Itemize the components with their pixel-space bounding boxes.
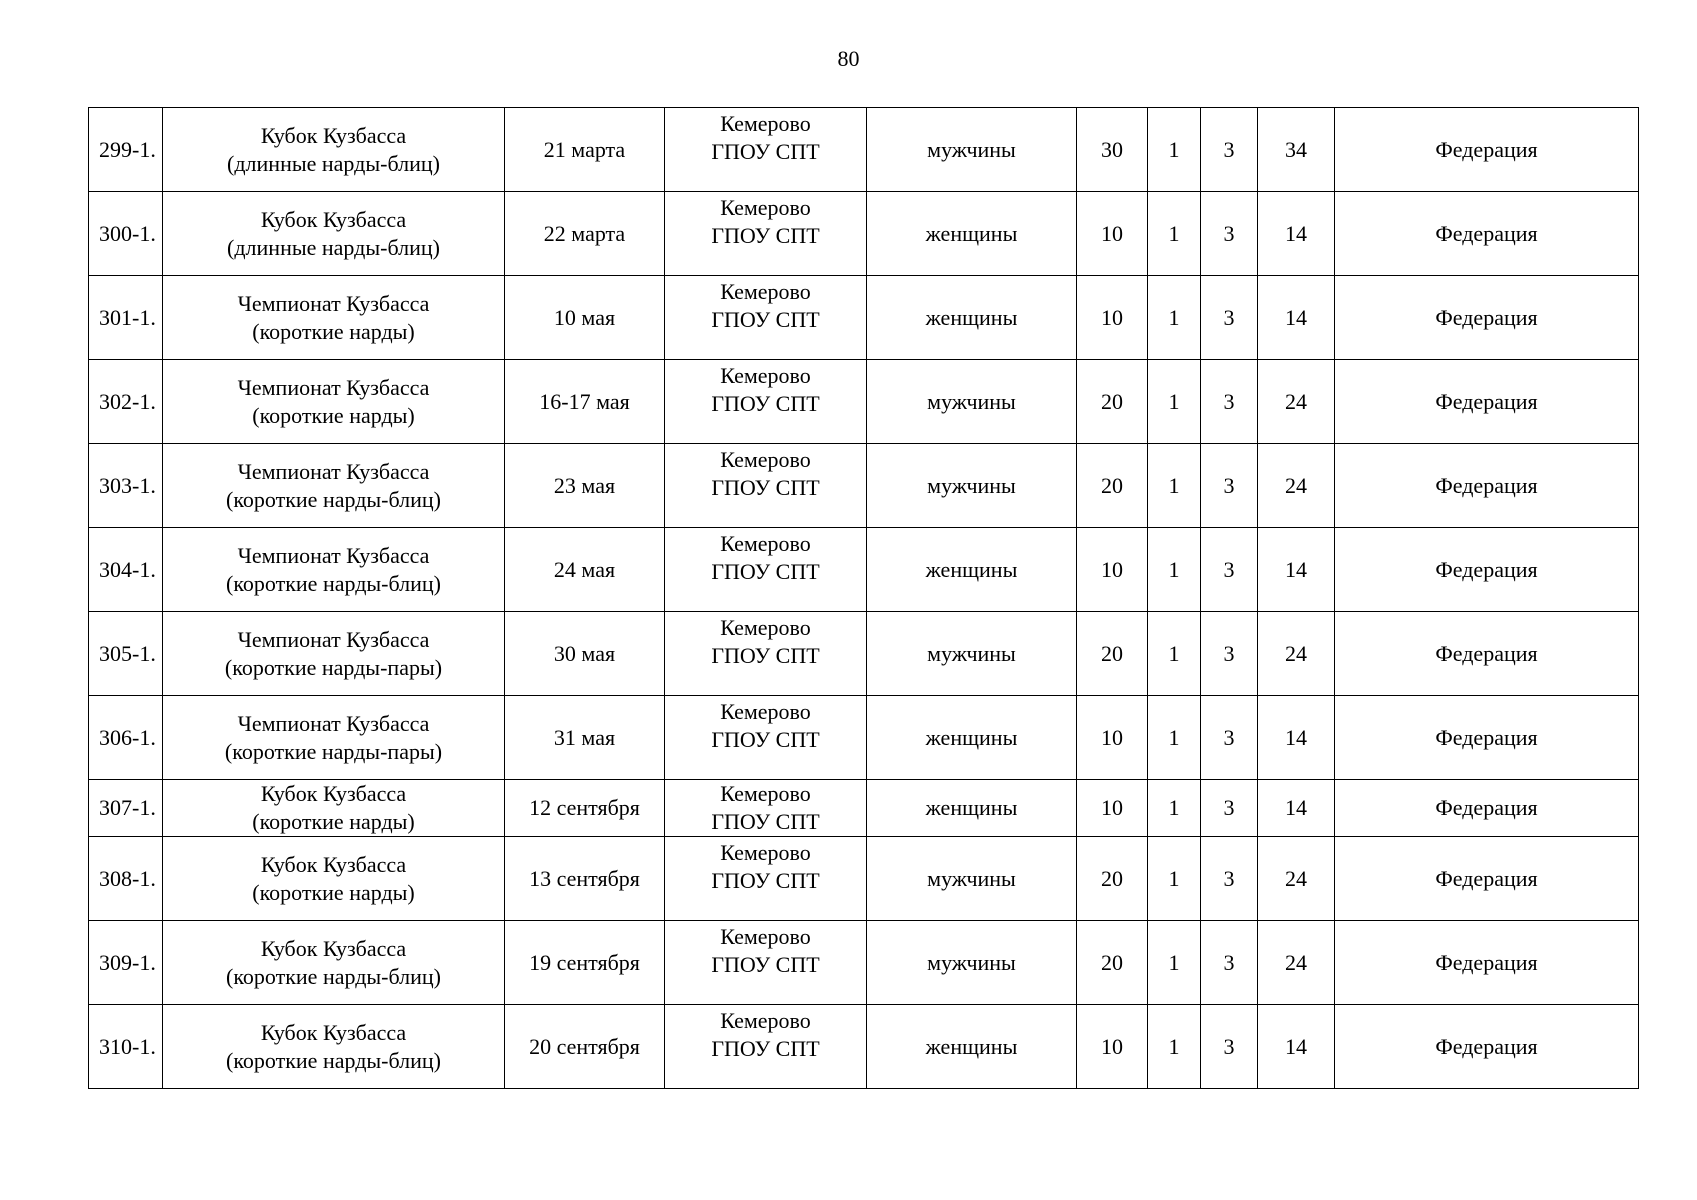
count-a: 1	[1148, 921, 1201, 1005]
participants-count: 10	[1077, 528, 1148, 612]
event-location-cell	[665, 837, 867, 921]
event-gender: женщины	[867, 780, 1077, 837]
event-city: Кемерово	[720, 923, 811, 949]
event-gender: женщины	[867, 276, 1077, 360]
table-row	[89, 837, 1639, 921]
event-location-cell	[665, 276, 867, 360]
event-gender: мужчины	[867, 360, 1077, 444]
event-city: Кемерово	[720, 362, 811, 388]
event-name: Чемпионат Кузбасса	[237, 626, 430, 652]
event-name: Чемпионат Кузбасса	[237, 374, 430, 400]
table-row	[89, 1005, 1639, 1089]
event-city: Кемерово	[720, 278, 811, 304]
table-row	[89, 612, 1639, 696]
event-city: Кемерово	[720, 530, 811, 556]
count-b: 3	[1201, 192, 1258, 276]
event-name-cell	[163, 780, 505, 837]
event-venue: ГПОУ СПТ	[711, 809, 820, 834]
event-number: 305-1.	[89, 612, 163, 696]
event-location-cell	[665, 696, 867, 780]
event-location-cell	[665, 192, 867, 276]
total-count: 24	[1258, 837, 1335, 921]
event-venue: ГПОУ СПТ	[711, 474, 820, 500]
event-location-cell	[665, 360, 867, 444]
event-city: Кемерово	[720, 839, 811, 865]
participants-count: 20	[1077, 444, 1148, 528]
event-name-cell	[163, 108, 505, 192]
total-count: 14	[1258, 192, 1335, 276]
event-name-cell	[163, 444, 505, 528]
event-venue: ГПОУ СПТ	[711, 951, 820, 977]
participants-count: 10	[1077, 696, 1148, 780]
event-number: 303-1.	[89, 444, 163, 528]
count-b: 3	[1201, 108, 1258, 192]
participants-count: 30	[1077, 108, 1148, 192]
count-b: 3	[1201, 528, 1258, 612]
event-location-cell	[665, 780, 867, 837]
total-count: 14	[1258, 276, 1335, 360]
table-row	[89, 780, 1639, 837]
event-city: Кемерово	[720, 446, 811, 472]
event-discipline: (короткие нарды)	[252, 879, 415, 905]
event-date: 20 сентября	[505, 1005, 665, 1089]
count-a: 1	[1148, 192, 1201, 276]
count-a: 1	[1148, 108, 1201, 192]
event-name: Кубок Кузбасса	[260, 851, 407, 877]
event-venue: ГПОУ СПТ	[711, 1035, 820, 1061]
event-location-cell	[665, 528, 867, 612]
event-gender: мужчины	[867, 837, 1077, 921]
event-location-cell	[665, 921, 867, 1005]
total-count: 34	[1258, 108, 1335, 192]
table-row	[89, 528, 1639, 612]
event-organizer: Федерация	[1335, 108, 1639, 192]
event-organizer: Федерация	[1335, 444, 1639, 528]
total-count: 14	[1258, 780, 1335, 837]
event-organizer: Федерация	[1335, 780, 1639, 837]
event-name: Кубок Кузбасса	[260, 1019, 407, 1045]
count-b: 3	[1201, 696, 1258, 780]
event-gender: женщины	[867, 696, 1077, 780]
event-date: 13 сентября	[505, 837, 665, 921]
count-a: 1	[1148, 780, 1201, 837]
event-date: 23 мая	[505, 444, 665, 528]
event-discipline: (короткие нарды-пары)	[224, 738, 443, 764]
event-discipline: (длинные нарды-блиц)	[227, 234, 440, 260]
event-venue: ГПОУ СПТ	[711, 642, 820, 668]
total-count: 14	[1258, 528, 1335, 612]
event-date: 10 мая	[505, 276, 665, 360]
event-name-cell	[163, 276, 505, 360]
event-venue: ГПОУ СПТ	[711, 222, 820, 248]
total-count: 14	[1258, 1005, 1335, 1089]
event-number: 310-1.	[89, 1005, 163, 1089]
count-b: 3	[1201, 276, 1258, 360]
event-name-cell	[163, 921, 505, 1005]
total-count: 14	[1258, 696, 1335, 780]
event-organizer: Федерация	[1335, 696, 1639, 780]
event-location-cell	[665, 444, 867, 528]
event-gender: мужчины	[867, 108, 1077, 192]
event-discipline: (короткие нарды)	[252, 318, 415, 344]
event-discipline: (короткие нарды)	[252, 809, 415, 834]
participants-count: 20	[1077, 360, 1148, 444]
event-name-cell	[163, 696, 505, 780]
count-b: 3	[1201, 837, 1258, 921]
participants-count: 10	[1077, 780, 1148, 837]
event-name: Кубок Кузбасса	[260, 122, 407, 148]
count-b: 3	[1201, 612, 1258, 696]
event-venue: ГПОУ СПТ	[711, 138, 820, 164]
table-row	[89, 444, 1639, 528]
event-date: 31 мая	[505, 696, 665, 780]
event-name: Чемпионат Кузбасса	[237, 290, 430, 316]
event-number: 307-1.	[89, 780, 163, 837]
page-number: 80	[837, 46, 860, 71]
count-a: 1	[1148, 444, 1201, 528]
event-date: 19 сентября	[505, 921, 665, 1005]
event-number: 299-1.	[89, 108, 163, 192]
event-venue: ГПОУ СПТ	[711, 306, 820, 332]
event-name-cell	[163, 528, 505, 612]
event-number: 302-1.	[89, 360, 163, 444]
event-organizer: Федерация	[1335, 528, 1639, 612]
event-date: 24 мая	[505, 528, 665, 612]
event-name: Кубок Кузбасса	[260, 781, 407, 806]
event-location-cell	[665, 1005, 867, 1089]
table-row	[89, 192, 1639, 276]
event-number: 308-1.	[89, 837, 163, 921]
event-discipline: (короткие нарды-блиц)	[226, 1047, 441, 1073]
event-date: 12 сентября	[505, 780, 665, 837]
event-gender: мужчины	[867, 921, 1077, 1005]
count-b: 3	[1201, 444, 1258, 528]
event-name: Чемпионат Кузбасса	[237, 458, 430, 484]
event-gender: женщины	[867, 528, 1077, 612]
event-city: Кемерово	[720, 614, 811, 640]
event-organizer: Федерация	[1335, 1005, 1639, 1089]
event-gender: мужчины	[867, 444, 1077, 528]
participants-count: 10	[1077, 1005, 1148, 1089]
event-date: 30 мая	[505, 612, 665, 696]
table-row	[89, 921, 1639, 1005]
count-b: 3	[1201, 780, 1258, 837]
event-venue: ГПОУ СПТ	[711, 726, 820, 752]
event-discipline: (короткие нарды-блиц)	[226, 570, 441, 596]
table-row	[89, 276, 1639, 360]
event-number: 309-1.	[89, 921, 163, 1005]
event-name-cell	[163, 612, 505, 696]
count-a: 1	[1148, 837, 1201, 921]
event-number: 304-1.	[89, 528, 163, 612]
event-city: Кемерово	[720, 194, 811, 220]
count-a: 1	[1148, 360, 1201, 444]
count-a: 1	[1148, 612, 1201, 696]
event-name-cell	[163, 1005, 505, 1089]
event-gender: женщины	[867, 1005, 1077, 1089]
participants-count: 10	[1077, 192, 1148, 276]
participants-count: 10	[1077, 276, 1148, 360]
event-organizer: Федерация	[1335, 837, 1639, 921]
event-location-cell	[665, 108, 867, 192]
count-a: 1	[1148, 276, 1201, 360]
event-name: Чемпионат Кузбасса	[237, 542, 430, 568]
event-name-cell	[163, 360, 505, 444]
event-date: 16-17 мая	[505, 360, 665, 444]
event-city: Кемерово	[720, 110, 811, 136]
event-organizer: Федерация	[1335, 276, 1639, 360]
event-venue: ГПОУ СПТ	[711, 558, 820, 584]
event-location-cell	[665, 612, 867, 696]
table-row	[89, 360, 1639, 444]
total-count: 24	[1258, 921, 1335, 1005]
table-body	[89, 108, 1639, 1089]
event-gender: женщины	[867, 192, 1077, 276]
event-venue: ГПОУ СПТ	[711, 390, 820, 416]
table-row	[89, 108, 1639, 192]
event-discipline: (короткие нарды-блиц)	[226, 486, 441, 512]
count-a: 1	[1148, 696, 1201, 780]
count-a: 1	[1148, 528, 1201, 612]
count-b: 3	[1201, 1005, 1258, 1089]
event-organizer: Федерация	[1335, 192, 1639, 276]
events-table	[88, 107, 1639, 1089]
participants-count: 20	[1077, 921, 1148, 1005]
total-count: 24	[1258, 444, 1335, 528]
event-name: Кубок Кузбасса	[260, 206, 407, 232]
count-a: 1	[1148, 1005, 1201, 1089]
event-organizer: Федерация	[1335, 921, 1639, 1005]
event-organizer: Федерация	[1335, 360, 1639, 444]
event-name: Кубок Кузбасса	[260, 935, 407, 961]
count-b: 3	[1201, 921, 1258, 1005]
event-venue: ГПОУ СПТ	[711, 867, 820, 893]
participants-count: 20	[1077, 612, 1148, 696]
event-name-cell	[163, 837, 505, 921]
event-name: Чемпионат Кузбасса	[237, 710, 430, 736]
table-row	[89, 696, 1639, 780]
event-number: 300-1.	[89, 192, 163, 276]
event-date: 22 марта	[505, 192, 665, 276]
event-city: Кемерово	[720, 698, 811, 724]
event-date: 21 марта	[505, 108, 665, 192]
event-discipline: (длинные нарды-блиц)	[227, 150, 440, 176]
count-b: 3	[1201, 360, 1258, 444]
event-discipline: (короткие нарды)	[252, 402, 415, 428]
total-count: 24	[1258, 612, 1335, 696]
event-organizer: Федерация	[1335, 612, 1639, 696]
event-city: Кемерово	[720, 1007, 811, 1033]
participants-count: 20	[1077, 837, 1148, 921]
event-discipline: (короткие нарды-блиц)	[226, 963, 441, 989]
event-name-cell	[163, 192, 505, 276]
event-gender: мужчины	[867, 612, 1077, 696]
event-number: 306-1.	[89, 696, 163, 780]
event-discipline: (короткие нарды-пары)	[224, 654, 443, 680]
event-city: Кемерово	[720, 781, 811, 806]
event-number: 301-1.	[89, 276, 163, 360]
total-count: 24	[1258, 360, 1335, 444]
